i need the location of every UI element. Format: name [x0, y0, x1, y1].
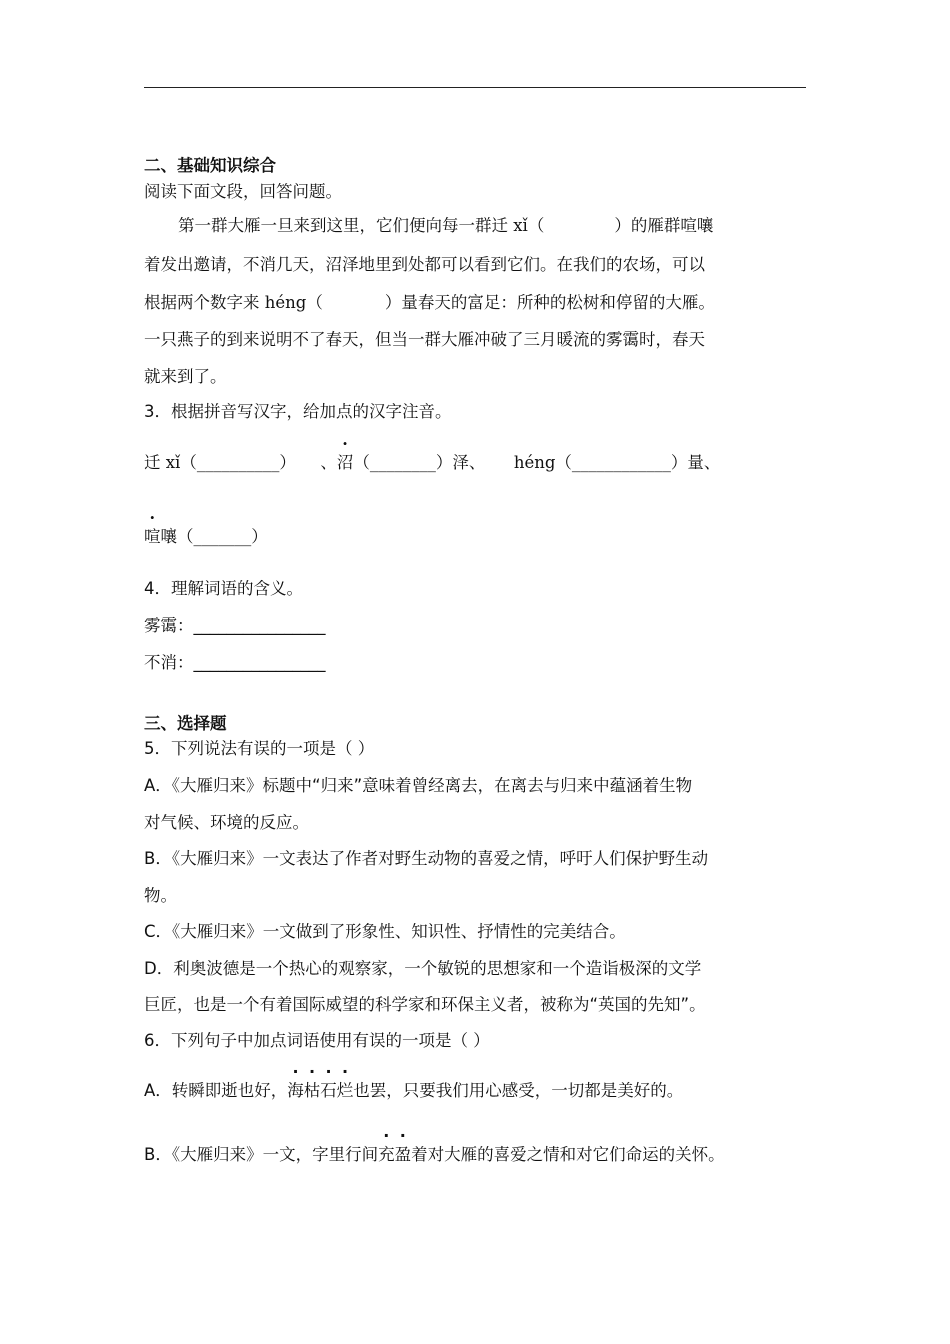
q5-option-d-line-1: D．利奥波德是一个热心的观察家，一个敏锐的思想家和一个造诣极深的文学 [144, 959, 702, 978]
q3-pinyin-xi: 迁 xǐ（__________） [144, 453, 296, 472]
q5-option-d-line-2: 巨匠，也是一个有着国际威望的科学家和环保主义者，被称为“英国的先知”。 [144, 995, 706, 1014]
passage-line-2: 着发出邀请，不消几天，沼泽地里到处都可以看到它们。在我们的农场，可以 [144, 255, 705, 274]
q6-a-dotted-1: 海 [287, 1081, 304, 1100]
passage-line-1 [178, 212, 713, 236]
q3-xuanrang-blank: 嚷（_______） [160, 527, 268, 546]
passage-line-4: 一只燕子的到来说明不了春天，但当一群大雁冲破了三月暖流的雾霭时，春天 [144, 330, 705, 349]
passage-line-1-a: 第一群大雁一旦来到这里，它们便向每一群迁 xǐ（ [178, 216, 545, 235]
q6-b-dotted-1: 充 [378, 1145, 395, 1164]
q3-pinyin-heng: héng（____________）量、 [513, 453, 721, 472]
q5-option-a-line-2: 对气候、环境的反应。 [144, 813, 309, 832]
top-rule [144, 87, 806, 88]
passage-line-3-a: 根据两个数字来 héng（ [144, 293, 323, 312]
q3-dotted-xuan: 喧 [144, 527, 161, 546]
q3-zhao-blank: （________）泽、 [353, 453, 486, 472]
q6-option-b [144, 1141, 725, 1165]
section-3-heading: 三、选择题 [144, 714, 227, 733]
section-2-heading: 二、基础知识综合 [144, 156, 276, 175]
passage-line-1-b: ）的雁群喧嚷 [614, 216, 714, 235]
q4-word-buxiao: 不消：________________ [144, 653, 326, 672]
q6-a-pre: A．转瞬即逝也好， [144, 1081, 288, 1100]
q5-option-a-line-1: A．《大雁归来》标题中“归来”意味着曾经离去，在离去与归来中蕴涵着生物 [144, 776, 693, 795]
q3-dotted-zhao: 沼 [336, 453, 354, 472]
passage-line-5: 就来到了。 [144, 367, 227, 386]
q6-a-dotted-4: 烂 [336, 1081, 354, 1100]
q6-a-post: 也罢，只要我们用心感受，一切都是美好的。 [353, 1081, 684, 1100]
q6-b-dotted-2: 盈 [394, 1145, 412, 1164]
q4-word-wuai: 雾霭：________________ [144, 616, 326, 635]
q6-option-a [144, 1077, 683, 1101]
q3-sep: 、 [320, 453, 337, 472]
q6-a-dotted-2: 枯 [303, 1081, 321, 1100]
q6-b-post: 着对大雁的喜爱之情和对它们命运的关怀。 [411, 1145, 725, 1164]
section-2-instruction: 阅读下面文段，回答问题。 [144, 182, 342, 201]
q5-option-c: C．《大雁归来》一文做到了形象性、知识性、抒情性的完美结合。 [144, 922, 626, 941]
question-3-row-2 [144, 523, 268, 547]
question-5-stem: 5．下列说法有误的一项是（ ） [144, 739, 375, 758]
question-6-stem: 6．下列句子中加点词语使用有误的一项是（ ） [144, 1031, 490, 1050]
passage-line-3-b: ）量春天的富足：所种的松树和停留的大雁。 [384, 293, 715, 312]
q6-a-dotted-3: 石 [320, 1081, 337, 1100]
question-4-stem: 4．理解词语的含义。 [144, 579, 303, 598]
q5-option-b-line-1: B．《大雁归来》一文表达了作者对野生动物的喜爱之情，呼吁人们保护野生动 [144, 849, 709, 868]
passage-line-3 [144, 289, 715, 313]
question-3-row-1 [144, 449, 720, 473]
question-3-stem: 3．根据拼音写汉字，给加点的汉字注音。 [144, 402, 452, 421]
q6-b-pre: B．《大雁归来》一文，字里行间 [144, 1145, 379, 1164]
q5-option-b-line-2: 物。 [144, 886, 177, 905]
